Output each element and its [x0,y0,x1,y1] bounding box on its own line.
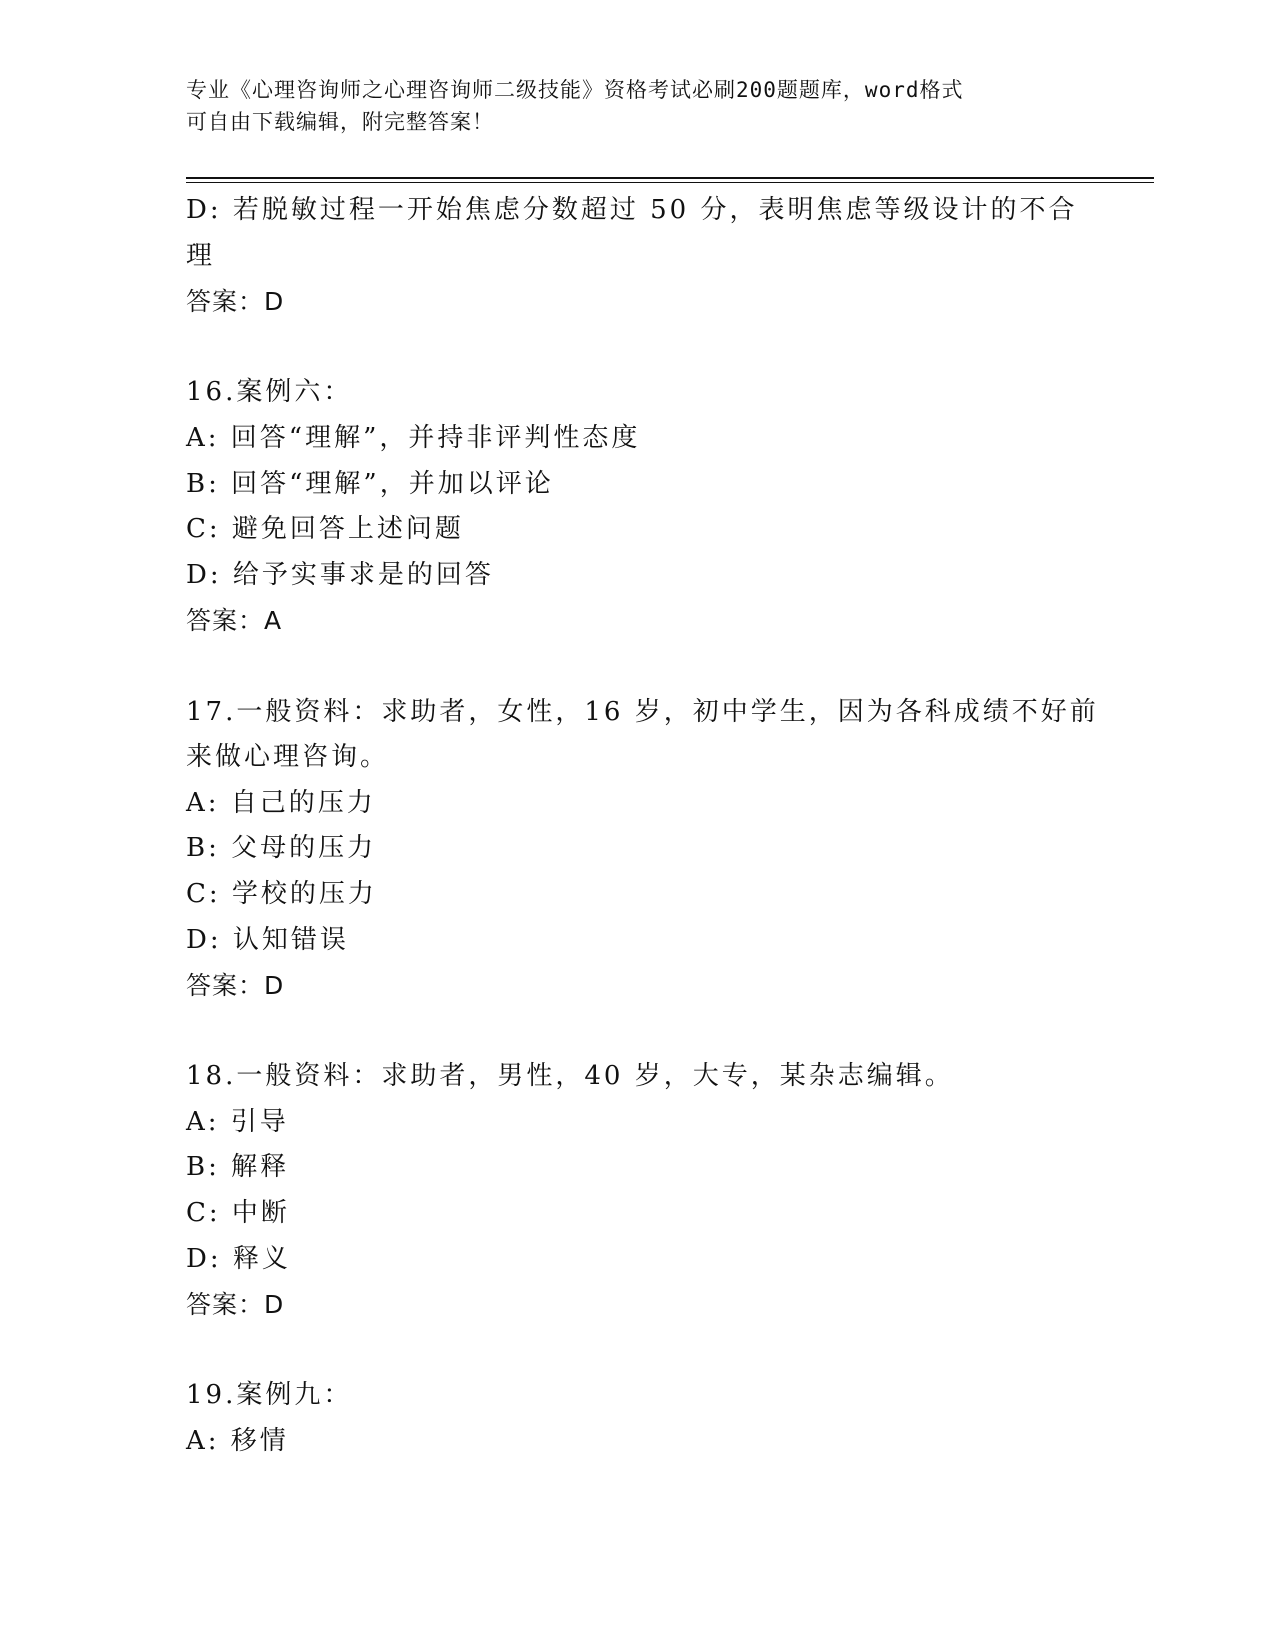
option-d: D: 给予实事求是的回答 [186,559,494,590]
option-a: A: 自己的压力 [186,787,376,818]
option-d: D: 若脱敏过程一开始焦虑分数超过 50 分，表明焦虑等级设计的不合 [186,195,1078,225]
question-block-16 [186,370,1086,644]
answer-line: 答案：D [186,287,285,317]
option-b: B: 回答“理解”，并加以评论 [186,468,554,499]
question-block-prev [186,188,1086,325]
header-line-1: 专业《心理咨询师之心理咨询师二级技能》资格考试必刷200题题库，word格式 [186,78,964,102]
answer-line: 答案：D [186,1290,285,1320]
answer-line: 答案：A [186,606,283,636]
option-c: C: 中断 [186,1198,290,1229]
option-a: A: 回答“理解”，并持非评判性态度 [186,422,641,453]
question-stem: 19.案例九： [186,1380,353,1411]
option-c: C: 避免回答上述问题 [186,514,464,545]
question-stem: 17.一般资料：求助者，女性，16 岁，初中学生，因为各科成绩不好前 [186,696,1099,727]
header-line-2: 可自由下载编辑，附完整答案！ [186,110,494,134]
option-d: D: 认知错误 [186,924,349,955]
option-a: A: 引导 [186,1106,289,1137]
header-divider-thick [186,177,1154,179]
question-block-17 [186,690,1099,1009]
option-d: D: 释义 [186,1243,291,1274]
header-divider-thin [186,182,1154,183]
option-c: C: 学校的压力 [186,878,377,909]
document-body [186,188,1099,1465]
question-stem-continued: 来做心理咨询。 [186,742,390,773]
option-a: A: 移情 [186,1426,289,1457]
question-block-18 [186,1054,1086,1328]
answer-line: 答案：D [186,971,285,1001]
option-d-continued: 理 [186,240,216,271]
question-block-19 [186,1373,1086,1464]
question-stem: 18.一般资料：求助者，男性，40 岁，大专，某杂志编辑。 [186,1061,954,1092]
question-stem: 16.案例六： [186,377,353,408]
option-b: B: 解释 [186,1152,290,1183]
document-header [186,74,1086,138]
option-b: B: 父母的压力 [186,833,377,864]
